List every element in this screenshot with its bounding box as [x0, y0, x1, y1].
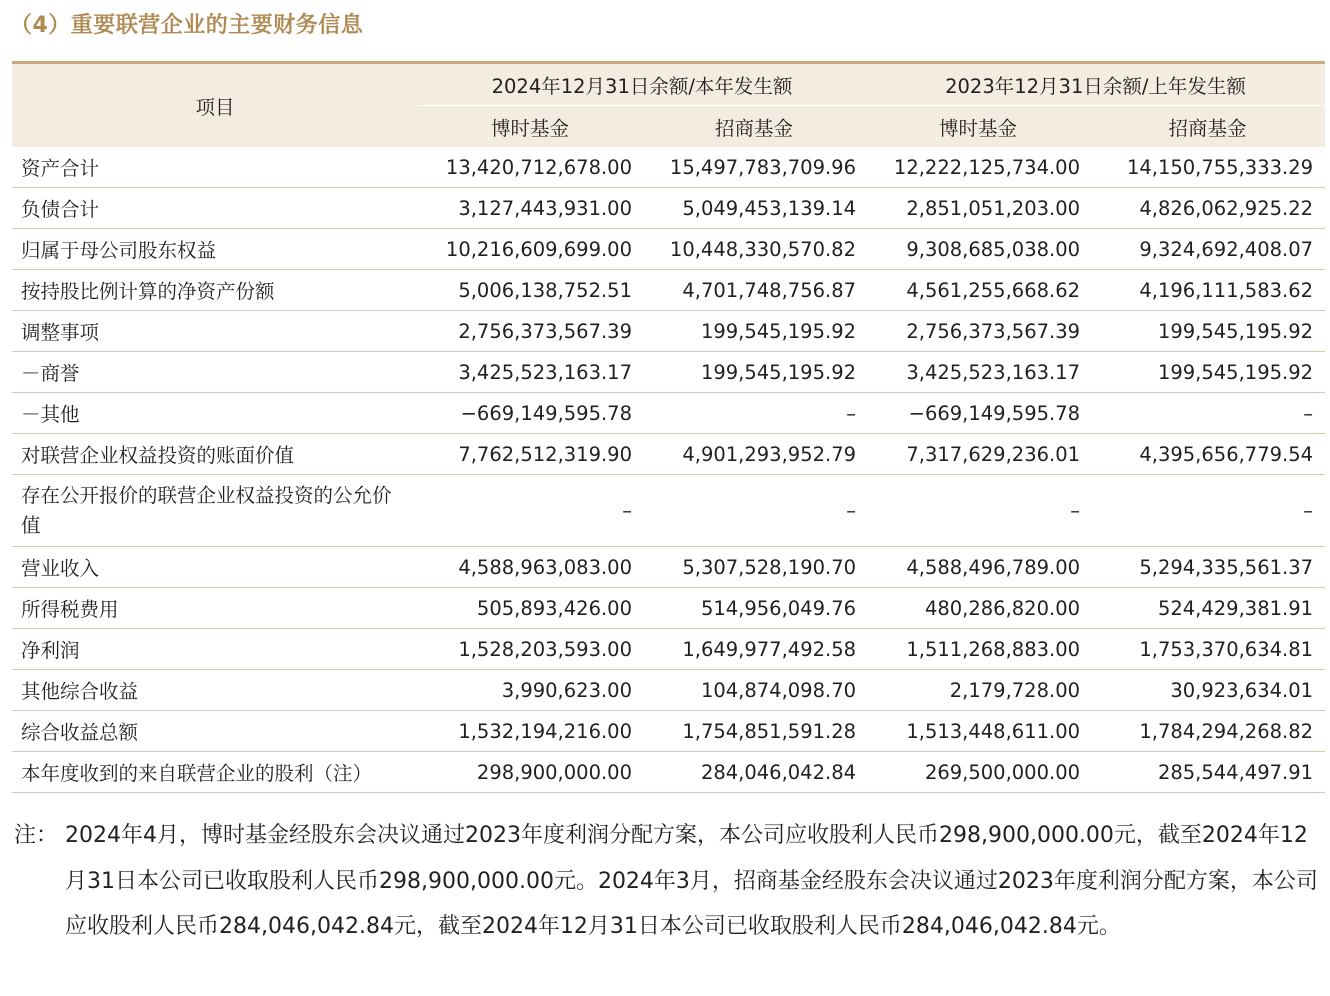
group-header-2024: 2024年12月31日余额/本年发生额 — [418, 63, 866, 106]
row-value: 514,956,049.76 — [642, 588, 866, 629]
row-value: 12,222,125,734.00 — [866, 147, 1090, 188]
subheader-2023-boshi: 博时基金 — [866, 106, 1090, 148]
row-value: 1,754,851,591.28 — [642, 711, 866, 752]
row-value: 3,990,623.00 — [418, 670, 642, 711]
row-label: 营业收入 — [12, 547, 418, 588]
table-row — [12, 629, 1325, 670]
row-value: – — [1090, 475, 1325, 547]
row-value: 3,127,443,931.00 — [418, 188, 642, 229]
row-label: 对联营企业权益投资的账面价值 — [12, 434, 418, 475]
footnote — [14, 813, 1319, 950]
row-value: 1,649,977,492.58 — [642, 629, 866, 670]
row-value: 3,425,523,163.17 — [418, 352, 642, 393]
row-value: 4,901,293,952.79 — [642, 434, 866, 475]
table-body — [12, 147, 1325, 793]
table-row — [12, 434, 1325, 475]
row-value: – — [642, 475, 866, 547]
subheader-2024-boshi: 博时基金 — [418, 106, 642, 148]
row-label: 所得税费用 — [12, 588, 418, 629]
row-value: 2,179,728.00 — [866, 670, 1090, 711]
table-row — [12, 752, 1325, 793]
row-value: 10,216,609,699.00 — [418, 229, 642, 270]
row-label: －商誉 — [12, 352, 418, 393]
row-value: 199,545,195.92 — [1090, 352, 1325, 393]
row-value: 13,420,712,678.00 — [418, 147, 642, 188]
row-label: 其他综合收益 — [12, 670, 418, 711]
row-value: 3,425,523,163.17 — [866, 352, 1090, 393]
row-label: 本年度收到的来自联营企业的股利（注） — [12, 752, 418, 793]
row-value: −669,149,595.78 — [866, 393, 1090, 434]
row-value: – — [418, 475, 642, 547]
row-value: 4,826,062,925.22 — [1090, 188, 1325, 229]
row-value: 4,395,656,779.54 — [1090, 434, 1325, 475]
row-value: 9,324,692,408.07 — [1090, 229, 1325, 270]
footnote-prefix: 注： — [14, 823, 59, 848]
row-value: 4,561,255,668.62 — [866, 270, 1090, 311]
table-row — [12, 711, 1325, 752]
row-value: 5,307,528,190.70 — [642, 547, 866, 588]
row-label: 归属于母公司股东权益 — [12, 229, 418, 270]
row-value: 2,756,373,567.39 — [866, 311, 1090, 352]
table-row — [12, 588, 1325, 629]
row-value: 199,545,195.92 — [642, 311, 866, 352]
row-value: 5,006,138,752.51 — [418, 270, 642, 311]
subheader-2024-zhaoshang: 招商基金 — [642, 106, 866, 148]
row-value: 284,046,042.84 — [642, 752, 866, 793]
row-value: 104,874,098.70 — [642, 670, 866, 711]
table-row — [12, 311, 1325, 352]
table-row — [12, 547, 1325, 588]
item-column-header: 项目 — [12, 63, 418, 148]
row-value: −669,149,595.78 — [418, 393, 642, 434]
row-value: 14,150,755,333.29 — [1090, 147, 1325, 188]
row-label: 净利润 — [12, 629, 418, 670]
row-value: 1,513,448,611.00 — [866, 711, 1090, 752]
row-value: 269,500,000.00 — [866, 752, 1090, 793]
row-value: 4,196,111,583.62 — [1090, 270, 1325, 311]
subheader-2023-zhaoshang: 招商基金 — [1090, 106, 1325, 148]
footnote-text: 2024年4月，博时基金经股东会决议通过2023年度利润分配方案，本公司应收股利人民币298,900,000.00元，截至2024年12月31日本公司已收取股利人民币298,900,000.00元。2024年3月，招商基金经股东会决议通过2023年度利润分配方案，本公司应收股利人民币284,046,042.84元，截至2024年12月31日本公司已收取股利人民币284,046,042.84元。 — [65, 823, 1318, 939]
row-value: 15,497,783,709.96 — [642, 147, 866, 188]
financial-info-table — [12, 61, 1325, 793]
table-row — [12, 475, 1325, 547]
table-row — [12, 270, 1325, 311]
row-label: 调整事项 — [12, 311, 418, 352]
row-label: 存在公开报价的联营企业权益投资的公允价值 — [12, 475, 418, 547]
section-title: （4）重要联营企业的主要财务信息 — [10, 13, 364, 38]
table-row — [12, 188, 1325, 229]
table-row — [12, 670, 1325, 711]
row-value: 5,049,453,139.14 — [642, 188, 866, 229]
group-header-2023: 2023年12月31日余额/上年发生额 — [866, 63, 1325, 106]
row-label: 负债合计 — [12, 188, 418, 229]
row-value: 7,762,512,319.90 — [418, 434, 642, 475]
row-value: – — [1090, 393, 1325, 434]
row-label: 资产合计 — [12, 147, 418, 188]
row-value: 2,851,051,203.00 — [866, 188, 1090, 229]
row-value: 1,753,370,634.81 — [1090, 629, 1325, 670]
row-value: 5,294,335,561.37 — [1090, 547, 1325, 588]
row-value: 9,308,685,038.00 — [866, 229, 1090, 270]
row-label: 综合收益总额 — [12, 711, 418, 752]
row-value: 30,923,634.01 — [1090, 670, 1325, 711]
row-value: 4,588,496,789.00 — [866, 547, 1090, 588]
row-value: 1,532,194,216.00 — [418, 711, 642, 752]
row-value: 505,893,426.00 — [418, 588, 642, 629]
row-value: 524,429,381.91 — [1090, 588, 1325, 629]
row-value: – — [642, 393, 866, 434]
row-value: 285,544,497.91 — [1090, 752, 1325, 793]
row-value: 2,756,373,567.39 — [418, 311, 642, 352]
row-value: 10,448,330,570.82 — [642, 229, 866, 270]
table-row — [12, 352, 1325, 393]
row-label: 按持股比例计算的净资产份额 — [12, 270, 418, 311]
row-value: 1,784,294,268.82 — [1090, 711, 1325, 752]
table-row — [12, 147, 1325, 188]
row-label: －其他 — [12, 393, 418, 434]
row-value: 480,286,820.00 — [866, 588, 1090, 629]
row-value: 199,545,195.92 — [1090, 311, 1325, 352]
table-row — [12, 229, 1325, 270]
row-value: 4,701,748,756.87 — [642, 270, 866, 311]
row-value: – — [866, 475, 1090, 547]
row-value: 4,588,963,083.00 — [418, 547, 642, 588]
row-value: 1,528,203,593.00 — [418, 629, 642, 670]
row-value: 298,900,000.00 — [418, 752, 642, 793]
row-value: 7,317,629,236.01 — [866, 434, 1090, 475]
table-row — [12, 393, 1325, 434]
row-value: 1,511,268,883.00 — [866, 629, 1090, 670]
row-value: 199,545,195.92 — [642, 352, 866, 393]
